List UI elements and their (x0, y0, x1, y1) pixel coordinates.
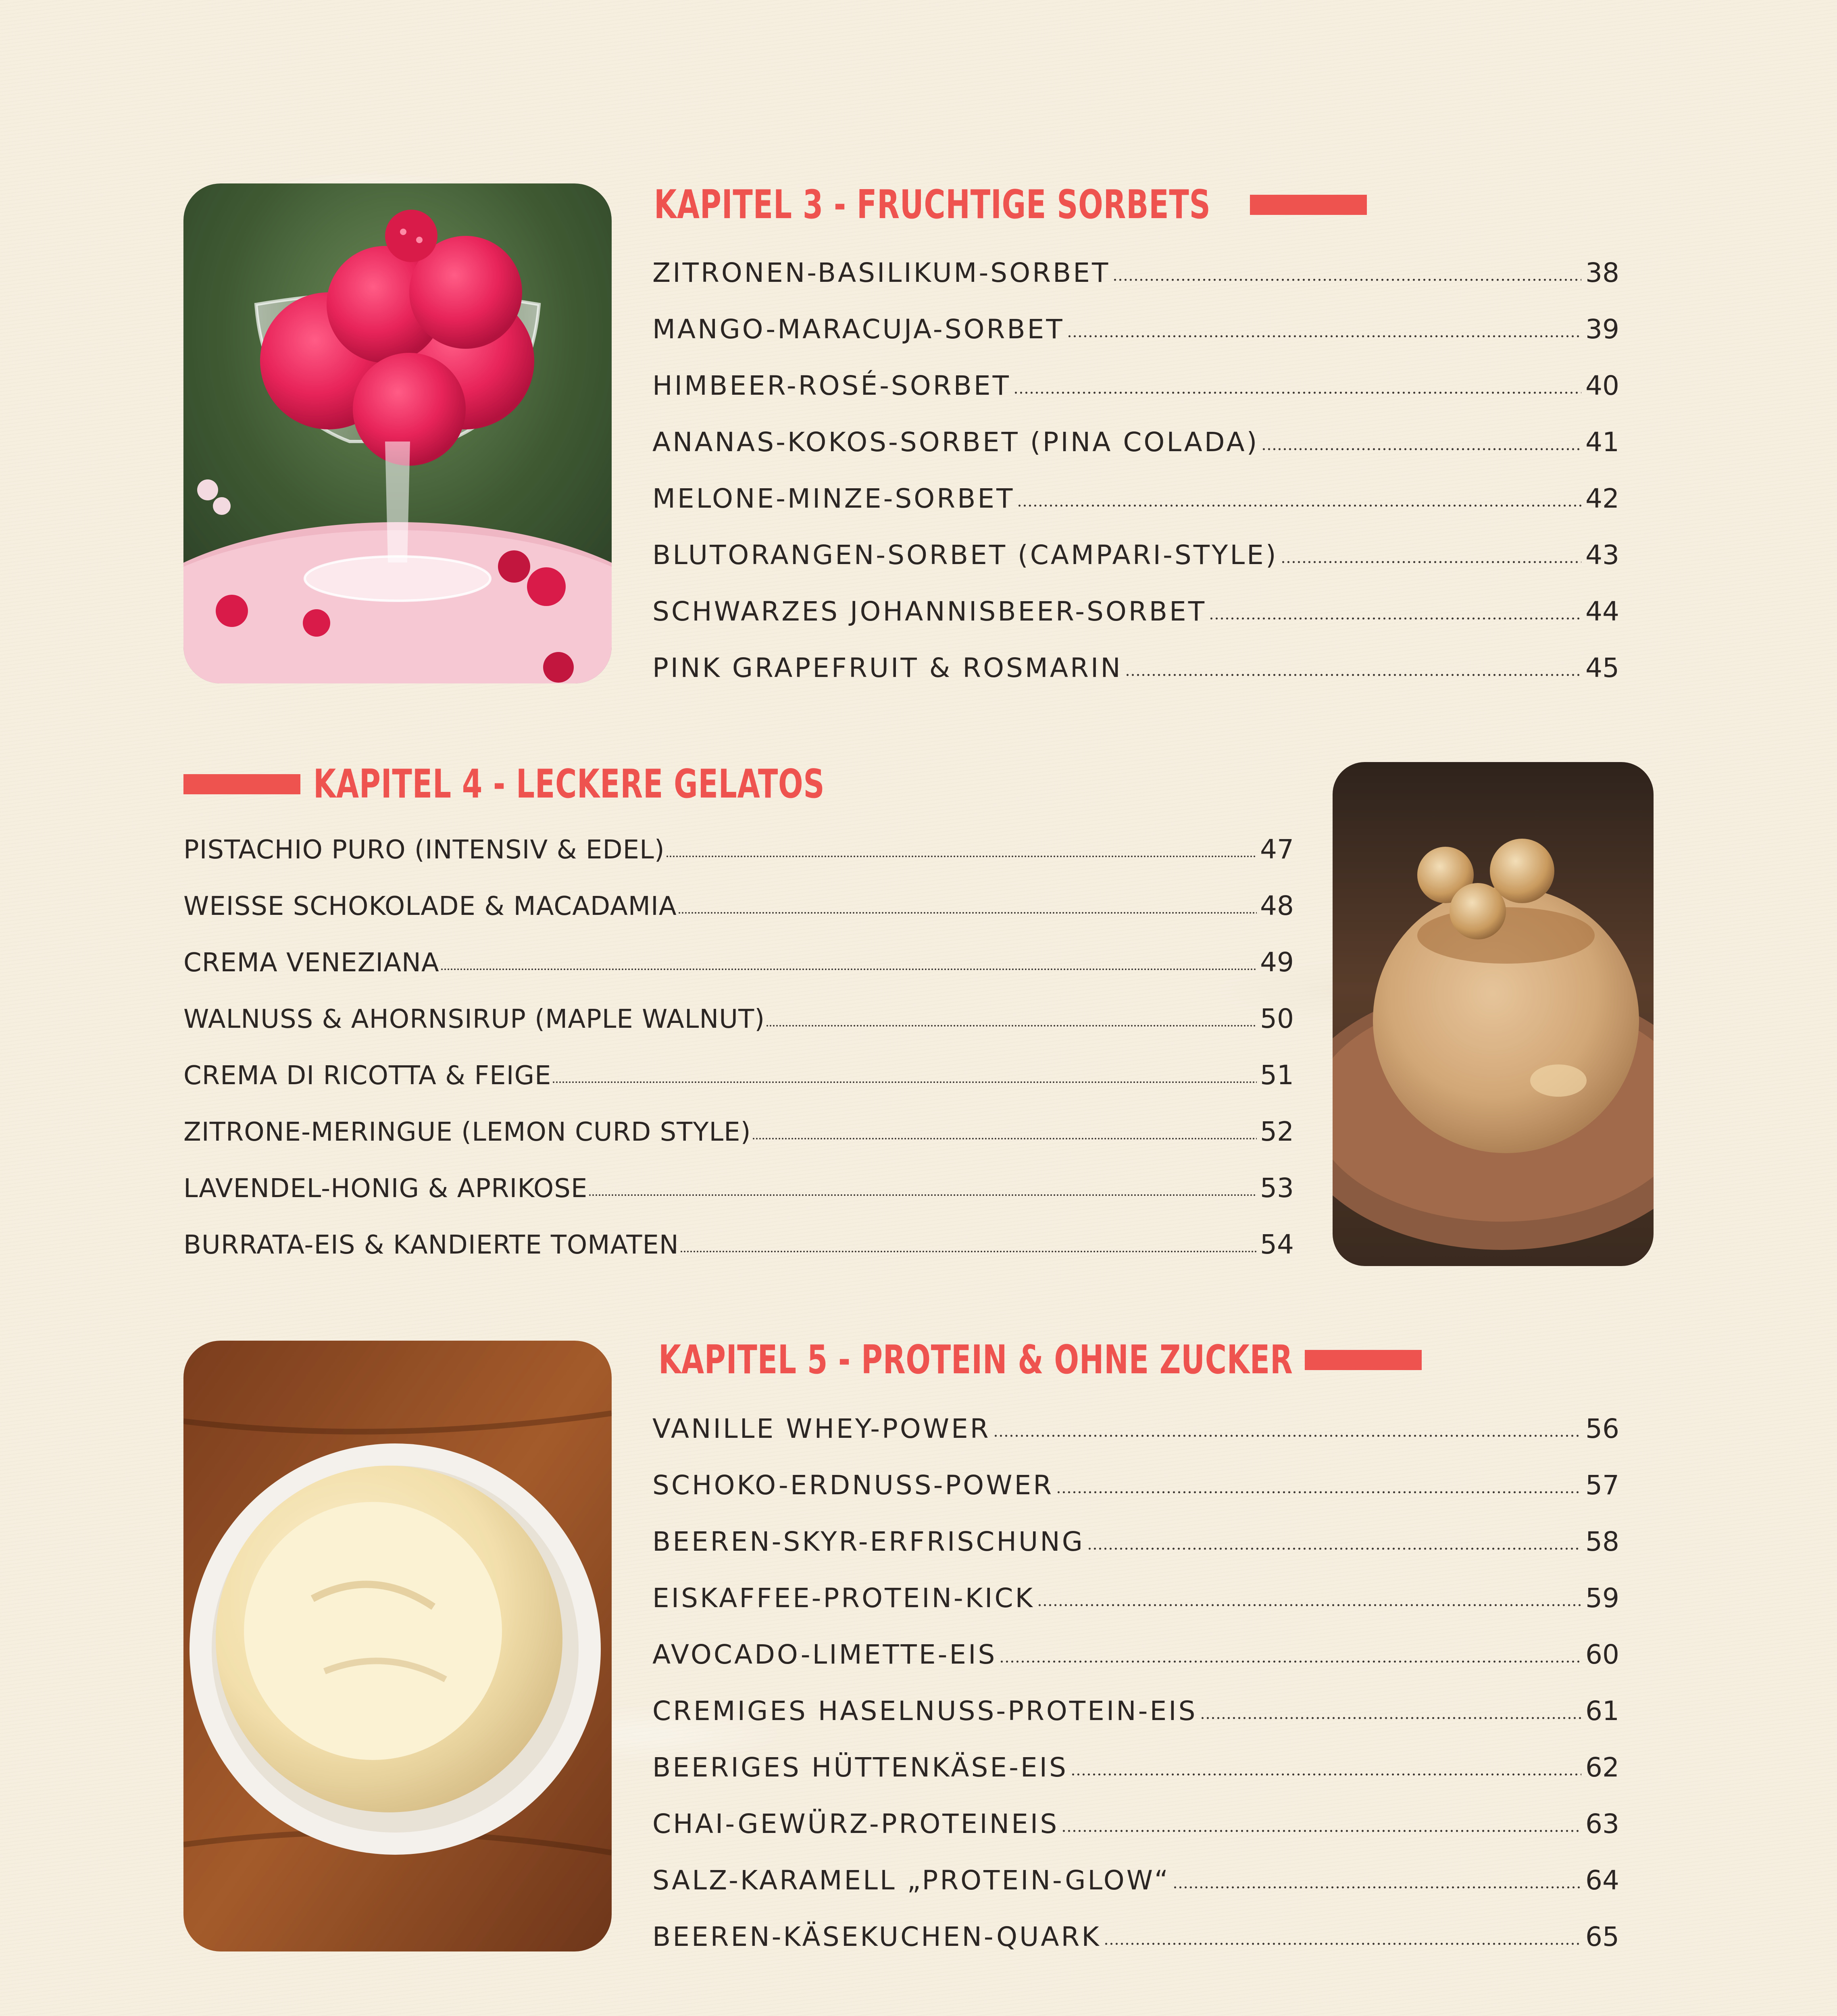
toc-leader-dots (1104, 1943, 1581, 1945)
toc-entry[interactable] (183, 1034, 1296, 1091)
toc-entry[interactable] (652, 571, 1622, 627)
toc-entry-title: BEEREN-KÄSEKUCHEN-QUARK (652, 1921, 1101, 1952)
toc-entry-page: 59 (1585, 1583, 1619, 1614)
toc-entry-title: AVOCADO-LIMETTE-EIS (652, 1639, 997, 1670)
chapter-4-accent-bar (183, 774, 300, 794)
raspberry-sorbet-icon (183, 183, 612, 683)
chapter-3-heading (654, 183, 1367, 227)
toc-leader-dots (1261, 448, 1581, 450)
toc-entry-title: EISKAFFEE-PROTEIN-KICK (652, 1583, 1035, 1614)
toc-leader-dots (552, 1081, 1257, 1083)
hazelnut-gelato-icon (1333, 762, 1654, 1266)
toc-entry[interactable] (183, 865, 1296, 921)
toc-entry-title: BURRATA-EIS & KANDIERTE TOMATEN (183, 1230, 679, 1260)
chapter-5-title: KAPITEL 5 - PROTEIN & OHNE ZUCKER (658, 1337, 1293, 1383)
hazelnut-gelato-image (1333, 762, 1654, 1266)
toc-entry-title: BEERIGES HÜTTENKÄSE-EIS (652, 1752, 1068, 1783)
toc-entry-title: CHAI-GEWÜRZ-PROTEINEIS (652, 1808, 1059, 1839)
chapter-3-title: KAPITEL 3 - FRUCHTIGE SORBETS (654, 182, 1211, 228)
toc-entry-title: MELONE-MINZE-SORBET (652, 483, 1015, 514)
toc-entry-title: SALZ-KARAMELL „PROTEIN-GLOW“ (652, 1865, 1171, 1896)
toc-leader-dots (1173, 1886, 1581, 1889)
toc-entry-page: 41 (1585, 427, 1619, 458)
toc-entry-page: 62 (1585, 1752, 1619, 1783)
toc-entry-page: 56 (1585, 1413, 1619, 1444)
toc-leader-dots (1071, 1773, 1581, 1776)
toc-entry[interactable] (183, 1147, 1296, 1204)
toc-entry-page: 42 (1585, 483, 1619, 514)
toc-entry[interactable] (183, 1091, 1296, 1147)
toc-entry[interactable] (652, 514, 1622, 571)
toc-entry-page: 43 (1585, 539, 1619, 571)
toc-entry[interactable] (652, 1839, 1622, 1896)
toc-leader-dots (1013, 392, 1581, 394)
toc-entry[interactable] (652, 1727, 1622, 1783)
toc-entry-title: PINK GRAPEFRUIT & ROSMARIN (652, 652, 1123, 683)
vanilla-ice-cream-image (183, 1341, 612, 1951)
chapter-5-heading (658, 1338, 1422, 1382)
toc-entry-title: VANILLE WHEY-POWER (652, 1413, 991, 1444)
toc-entry-title: ZITRONEN-BASILIKUM-SORBET (652, 257, 1110, 288)
toc-entry[interactable] (183, 921, 1296, 978)
toc-entry[interactable] (183, 1204, 1296, 1260)
toc-leader-dots (588, 1194, 1257, 1196)
toc-entry-page: 44 (1585, 596, 1619, 627)
toc-leader-dots (1056, 1491, 1581, 1493)
toc-entry-page: 47 (1260, 834, 1294, 865)
toc-leader-dots (993, 1435, 1581, 1437)
toc-entry-page: 54 (1260, 1229, 1294, 1260)
toc-entry-title: CREMA VENEZIANA (183, 948, 439, 978)
toc-entry-page: 65 (1585, 1921, 1619, 1952)
toc-entry-title: LAVENDEL-HONIG & APRIKOSE (183, 1174, 588, 1204)
toc-leader-dots (1200, 1717, 1581, 1719)
toc-entry-page: 64 (1585, 1865, 1619, 1896)
toc-entry-title: CREMIGES HASELNUSS-PROTEIN-EIS (652, 1695, 1198, 1727)
toc-leader-dots (1017, 504, 1581, 507)
toc-leader-dots (666, 855, 1257, 858)
toc-entry-title: CREMA DI RICOTTA & FEIGE (183, 1061, 552, 1091)
toc-entry[interactable] (652, 1557, 1622, 1614)
toc-leader-dots (1125, 674, 1581, 676)
chapter-5-entries (652, 1388, 1622, 1952)
toc-entry-page: 39 (1585, 314, 1619, 345)
toc-entry-page: 38 (1585, 257, 1619, 288)
toc-entry-page: 48 (1260, 890, 1294, 921)
toc-entry[interactable] (652, 1614, 1622, 1670)
toc-leader-dots (1209, 617, 1581, 620)
toc-entry-title: HIMBEER-ROSÉ-SORBET (652, 370, 1011, 401)
toc-entry-page: 51 (1260, 1060, 1294, 1091)
raspberry-sorbet-image (183, 183, 612, 683)
toc-entry-page: 40 (1585, 370, 1619, 401)
toc-leader-dots (678, 912, 1257, 914)
toc-entry-title: BEEREN-SKYR-ERFRISCHUNG (652, 1526, 1085, 1557)
toc-entry-title: BLUTORANGEN-SORBET (CAMPARI-STYLE) (652, 539, 1278, 571)
toc-entry-page: 50 (1260, 1003, 1294, 1034)
toc-entry-page: 45 (1585, 652, 1619, 683)
toc-entry-page: 60 (1585, 1639, 1619, 1670)
toc-entry[interactable] (652, 627, 1622, 683)
toc-entry[interactable] (652, 345, 1622, 401)
toc-entry[interactable] (652, 1501, 1622, 1557)
toc-entry[interactable] (652, 1444, 1622, 1501)
toc-entry-title: WALNUSS & AHORNSIRUP (MAPLE WALNUT) (183, 1004, 765, 1034)
toc-entry-page: 52 (1260, 1116, 1294, 1147)
chapter-4-heading (183, 762, 827, 806)
toc-entry-page: 58 (1585, 1526, 1619, 1557)
toc-entry[interactable] (183, 808, 1296, 865)
toc-entry[interactable] (183, 978, 1296, 1034)
toc-leader-dots (1061, 1830, 1581, 1832)
toc-entry[interactable] (652, 401, 1622, 458)
toc-leader-dots (1087, 1547, 1581, 1550)
toc-entry-page: 57 (1585, 1470, 1619, 1501)
toc-leader-dots (1112, 279, 1581, 281)
vanilla-ice-cream-icon (183, 1341, 612, 1951)
toc-entry-title: MANGO-MARACUJA-SORBET (652, 314, 1064, 345)
toc-leader-dots (440, 968, 1257, 971)
toc-leader-dots (752, 1137, 1257, 1140)
toc-entry-page: 53 (1260, 1173, 1294, 1204)
toc-entry-title: SCHWARZES JOHANNISBEER-SORBET (652, 596, 1207, 627)
toc-entry[interactable] (652, 458, 1622, 514)
toc-entry[interactable] (652, 1896, 1622, 1952)
toc-leader-dots (766, 1025, 1257, 1027)
toc-leader-dots (1067, 335, 1581, 337)
toc-leader-dots (1037, 1604, 1581, 1606)
toc-entry-title: ANANAS-KOKOS-SORBET (PINA COLADA) (652, 427, 1259, 458)
chapter-3-accent-bar (1250, 195, 1367, 215)
toc-entry-title: PISTACHIO PURO (INTENSIV & EDEL) (183, 835, 665, 865)
toc-entry[interactable] (652, 1783, 1622, 1839)
toc-leader-dots (680, 1250, 1257, 1253)
chapter-4-entries (183, 808, 1296, 1260)
toc-entry-title: SCHOKO-ERDNUSS-POWER (652, 1470, 1054, 1501)
toc-leader-dots (999, 1660, 1581, 1663)
chapter-5-accent-bar (1305, 1350, 1422, 1370)
chapter-4-title: KAPITEL 4 - LECKERE GELATOS (313, 761, 825, 807)
toc-entry[interactable] (652, 288, 1622, 345)
toc-entry[interactable] (652, 1670, 1622, 1727)
toc-entry-page: 49 (1260, 947, 1294, 978)
toc-entry-title: WEISSE SCHOKOLADE & MACADAMIA (183, 891, 677, 921)
toc-entry[interactable] (652, 1388, 1622, 1444)
toc-entry-page: 63 (1585, 1808, 1619, 1839)
toc-entry-title: ZITRONE-MERINGUE (LEMON CURD STYLE) (183, 1117, 751, 1147)
toc-leader-dots (1281, 561, 1581, 563)
toc-entry[interactable] (652, 232, 1622, 288)
toc-entry-page: 61 (1585, 1695, 1619, 1727)
chapter-3-entries (652, 232, 1622, 683)
